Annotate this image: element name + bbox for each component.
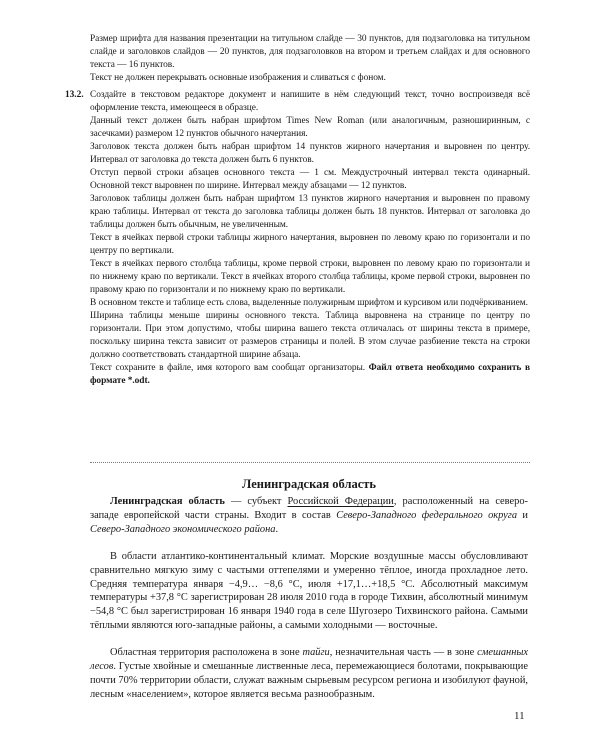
requirement-item: Ширина таблицы меньше ширины основного текста. Таблица выровнена на странице по центру по горизонтали. При этом допустимо, чтобы ширина вашего текста отличалась от ширины текста в примере, поскольку ширина текста зависит от размеров страницы и полей. В этом случае разбиение текста на строки должно соответствовать стандартной ширине абзаца.	[90, 311, 530, 360]
mixed-forests-italic: смешанных лесов	[90, 647, 528, 673]
requirement-item: В основном тексте и таблице есть слова, выделенные полужирным шрифтом и курсивом или подчёркиванием.	[90, 298, 528, 308]
text-span: , незначительная часть — в зоне	[329, 647, 478, 659]
text-span: Областная территория расположена в зоне	[110, 647, 303, 659]
text-span: — субъект	[224, 496, 288, 507]
text-span: .	[275, 523, 279, 535]
example-title: Ленинградская область	[241, 477, 377, 491]
background-paragraph: Текст не должен перекрывать основные изображения и сливаться с фоном.	[90, 73, 386, 83]
requirement-item: Заголовок текста должен быть набран шрифтом 14 пунктов жирного начертания и выровнен по центру. Интервал от заголовка до текста должен быть 6 пунктов.	[90, 142, 530, 165]
requirement-item: Текст в ячейках первого столбца таблицы, кроме первой строки, выровнен по левому краю по горизонтали и по нижнему краю по вертикали. Текст в ячейках второго столбца таблицы, кроме первой строки, выровнен по правому краю по горизонтали и по нижнему краю по вертикали.	[90, 259, 530, 295]
text-span: и	[517, 509, 528, 521]
requirement-item: Заголовок таблицы должен быть набран шрифтом 13 пунктов жирного начертания и выровнен по правому краю таблицы. Интервал от текста до заголовка таблицы должен быть 18 пунктов. Интервал от заголовка до таблицы должен быть обычным, не увеличенным.	[90, 194, 530, 230]
taiga-italic: тайги	[302, 647, 330, 659]
federation-underlined: Российской Федерации	[287, 496, 394, 507]
page-number: 11	[514, 710, 525, 722]
requirement-item: Отступ первой строки абзацев основного текста — 1 см. Междустрочный интервал текста одинарный. Основной текст выровнен по ширине. Интервал между абзацами — 12 пунктов.	[90, 168, 530, 191]
text-span: . Густые хвойные и смешанные лиственные леса, перемежающиеся болотами, покрывающие почти 70% территории области, служат важным сырьевым ресурсом региона и изобилуют фауной, лесным «населением», которое является весьма разнообразным.	[90, 661, 528, 700]
task-text-block	[65, 33, 531, 388]
example-paragraph-3	[90, 646, 528, 702]
federal-district-italic: Северо-Западного федерального округа	[336, 509, 518, 521]
task-number: 13.2.	[65, 90, 84, 100]
requirement-item: Текст в ячейках первой строки таблицы жирного начертания, выровнен по левому краю по горизонтали и по центру по вертикали.	[90, 233, 530, 256]
divider	[90, 462, 530, 463]
example-paragraph-1	[90, 495, 528, 537]
font-size-paragraph: Размер шрифта для названия презентации на титульном слайде — 30 пунктов, для подзаголовка на титульном слайде и заголовков слайдов — 20 пунктов, для подзаголовков на втором и третьем слайдах и для основного текста — 16 пунктов.	[90, 34, 530, 70]
economic-region-italic: Северо-Западного экономического района	[90, 523, 276, 535]
subject-name: Ленинградская область	[110, 496, 225, 507]
save-format-note: Файл ответа необходимо сохранить в формате *.odt.	[90, 363, 531, 386]
example-paragraph-2: В области атлантико-континентальный климат. Морские воздушные массы обусловливают сравнительно мягкую зиму с частыми оттепелями и умеренно тёплое, иногда прохладное лето. Средняя температура января −4,9… −8,6 °C, июля +17,1…+18,5 °C. Абсолютный максимум температуры +37,8 °C зарегистрирован 28 июля 2010 года в городе Тихвин, абсолютный минимум −54,8 °C был зарегистрирован 16 января 1940 года в селе Шугозеро Тихвинского района. Самыми тёплыми являются юго-западные районы, а самыми холодными — восточные.	[90, 550, 528, 632]
save-instruction-text: Текст сохраните в файле, имя которого вам сообщат организаторы.	[90, 363, 366, 373]
requirement-item: Данный текст должен быть набран шрифтом Times New Roman (или аналогичным, разноширинным, с засечками) размером 12 пунктов обычного начертания.	[90, 116, 530, 139]
text-span: , расположенный на северо-западе европейской части страны. Входит в состав	[90, 496, 528, 521]
example-document	[90, 476, 528, 702]
task-intro	[65, 89, 530, 115]
task-intro-text: Создайте в текстовом редакторе документ и напишите в нём следующий текст, точно воспроизведя всё оформление текста, имеющееся в образце.	[90, 90, 530, 113]
save-instruction	[90, 362, 530, 388]
